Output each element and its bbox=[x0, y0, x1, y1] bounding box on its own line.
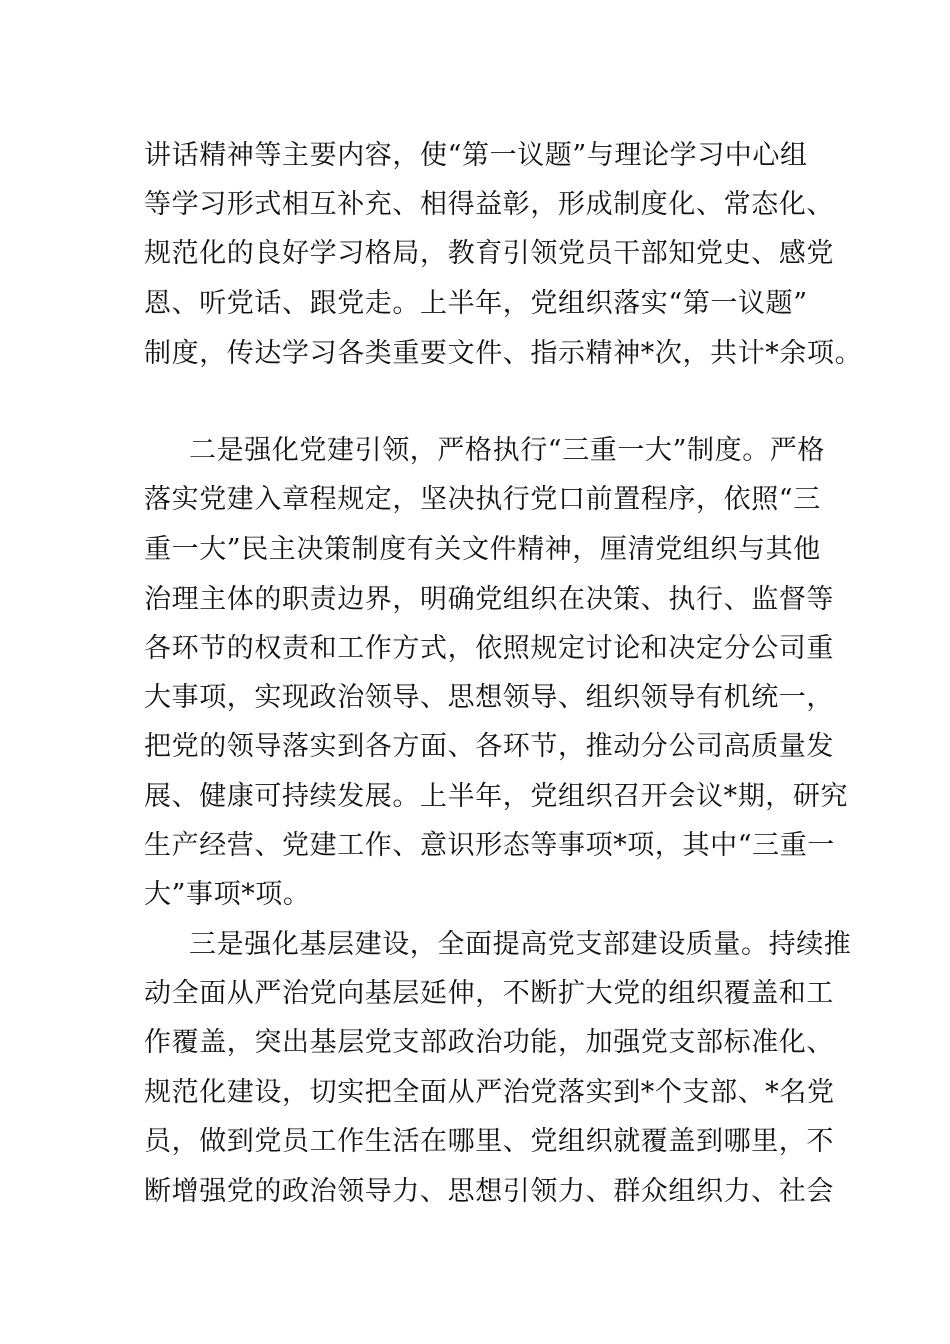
paragraph-1-line-5: 制度，传达学习各类重要文件、指示精神*次，共计*余项。 bbox=[144, 338, 863, 369]
paragraph-2-line-2: 落实党建入章程规定，坚决执行党口前置程序，依照“三 bbox=[144, 484, 821, 515]
paragraph-3-line-3: 作覆盖，突出基层党支部政治功能，加强党支部标准化、 bbox=[144, 1027, 834, 1058]
paragraph-3-line-2: 动全面从严治党向基层延伸，不断扩大党的组织覆盖和工 bbox=[144, 978, 834, 1009]
paragraph-1-line-2: 等学习形式相互补充、相得益彰，形成制度化、常态化、 bbox=[144, 189, 834, 220]
paragraph-2-line-1: 二是强化党建引领，严格执行“三重一大”制度。严格 bbox=[189, 435, 826, 466]
paragraph-2-line-4: 治理主体的职责边界，明确党组织在决策、执行、监督等 bbox=[144, 584, 834, 615]
paragraph-3-line-5: 员，做到党员工作生活在哪里、党组织就覆盖到哪里，不 bbox=[144, 1126, 834, 1157]
paragraph-2-line-3: 重一大”民主决策制度有关文件精神，厘清党组织与其他 bbox=[144, 534, 821, 565]
paragraph-2-line-5: 各环节的权责和工作方式，依照规定讨论和决定分公司重 bbox=[144, 633, 834, 664]
paragraph-2-line-8: 展、健康可持续发展。上半年，党组织召开会议*期，研究 bbox=[144, 781, 849, 812]
paragraph-1-line-4: 恩、听党话、跟党走。上半年，党组织落实“第一议题” bbox=[144, 288, 808, 319]
paragraph-2-line-10: 大”事项*项。 bbox=[144, 879, 311, 910]
paragraph-3-line-4: 规范化建设，切实把全面从严治党落实到*个支部、*名党 bbox=[144, 1077, 835, 1108]
paragraph-2-line-9: 生产经营、党建工作、意识形态等事项*项，其中“三重一 bbox=[144, 830, 835, 861]
paragraph-3-line-6: 断增强党的政治领导力、思想引领力、群众组织力、社会 bbox=[144, 1176, 834, 1207]
paragraph-2-line-7: 把党的领导落实到各方面、各环节，推动分公司高质量发 bbox=[144, 731, 834, 762]
paragraph-2-line-6: 大事项，实现政治领导、思想领导、组织领导有机统一， bbox=[144, 682, 834, 713]
paragraph-1-line-1: 讲话精神等主要内容，使“第一议题”与理论学习中心组 bbox=[144, 140, 808, 171]
paragraph-3-line-1: 三是强化基层建设，全面提高党支部建设质量。持续推 bbox=[189, 929, 852, 960]
paragraph-1-line-3: 规范化的良好学习格局，教育引领党员干部知党史、感党 bbox=[144, 238, 834, 269]
